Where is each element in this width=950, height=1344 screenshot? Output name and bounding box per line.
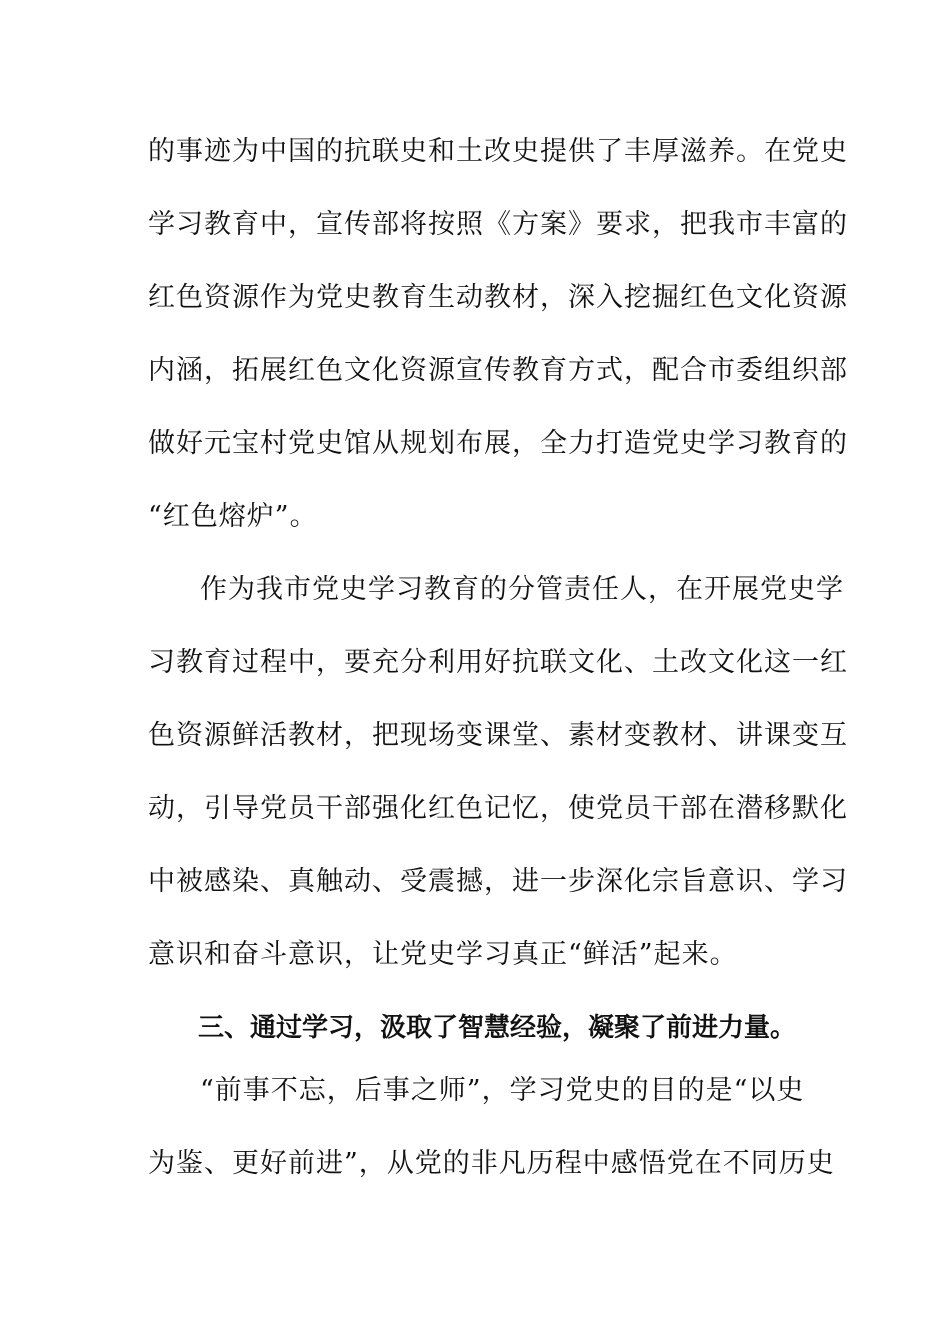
paragraph-first-line: “前事不忘，后事之师”，学习党史的目的是“以史 xyxy=(200,1075,805,1106)
text-line: 为鉴、更好前进”，从党的非凡历程中感悟党在不同历史 xyxy=(148,1148,835,1179)
text-line: 习教育过程中，要充分利用好抗联文化、土改文化这一红 xyxy=(148,647,848,678)
text-line: 的事迹为中国的抗联史和土改史提供了丰厚滋养。在党史 xyxy=(148,136,848,167)
text-line: “红色熔炉”。 xyxy=(148,501,318,532)
paragraph-first-line: 作为我市党史学习教育的分管责任人，在开展党史学 xyxy=(200,574,844,605)
text-line: 内涵，拓展红色文化资源宣传教育方式，配合市委组织部 xyxy=(148,355,848,386)
text-line: 意识和奋斗意识，让党史学习真正“鲜活”起来。 xyxy=(148,939,738,970)
text-line: 做好元宝村党史馆从规划布展，全力打造党史学习教育的 xyxy=(148,428,848,459)
text-line: 学习教育中，宣传部将按照《方案》要求，把我市丰富的 xyxy=(148,209,848,240)
text-line: 动，引导党员干部强化红色记忆，使党员干部在潜移默化 xyxy=(148,793,848,824)
section-heading: 三、通过学习，汲取了智慧经验，凝聚了前进力量。 xyxy=(198,1013,797,1043)
text-line: 中被感染、真触动、受震撼，进一步深化宗旨意识、学习 xyxy=(148,866,848,897)
text-line: 色资源鲜活教材，把现场变课堂、素材变教材、讲课变互 xyxy=(148,720,848,751)
text-line: 红色资源作为党史教育生动教材，深入挖掘红色文化资源 xyxy=(148,282,848,313)
